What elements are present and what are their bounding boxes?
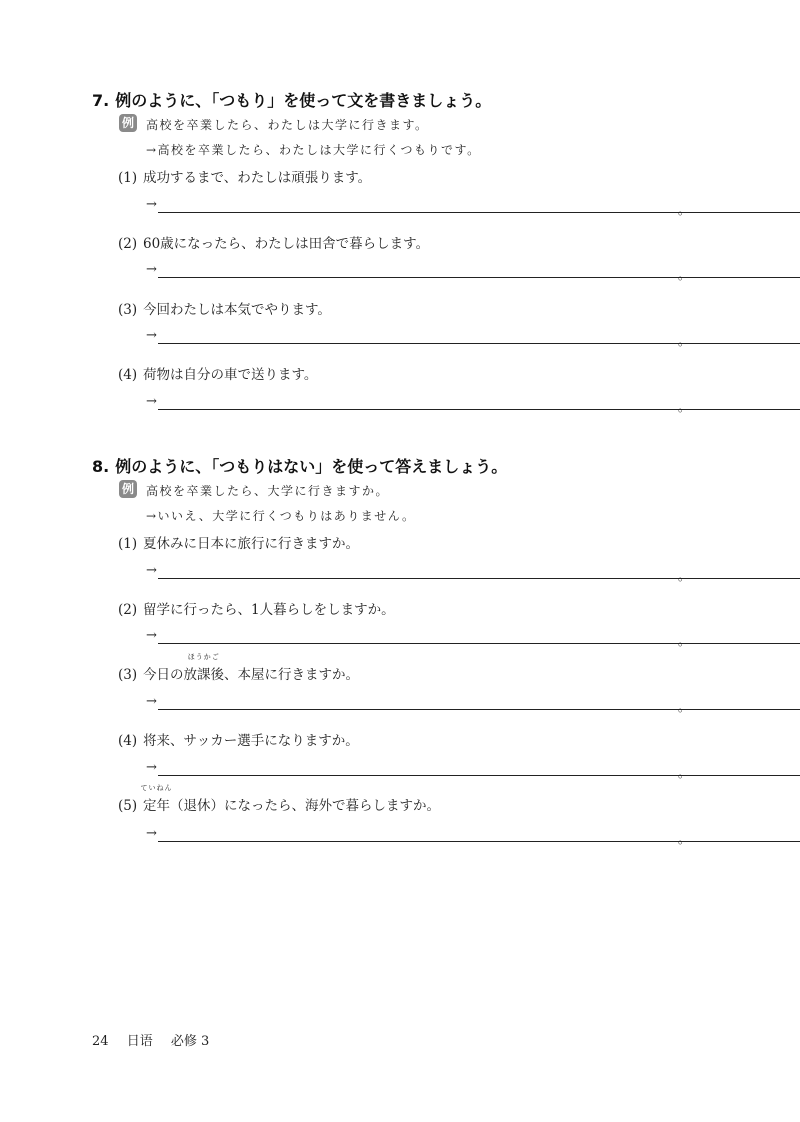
arrow-icon: → <box>146 694 157 709</box>
answer-line-input[interactable] <box>158 841 800 842</box>
answer-line-input[interactable] <box>158 643 800 644</box>
example-question: 高校を卒業したら、わたしは大学に行きます。 <box>146 118 429 132</box>
furigana-word: ていねん 定年 <box>140 784 173 814</box>
answer-8-2: → 。 <box>146 630 686 644</box>
answer-7-1: → 。 <box>146 199 686 213</box>
arrow-icon: → <box>146 394 157 409</box>
book-subject: 日语 <box>126 1034 153 1049</box>
example-question: 高校を卒業したら、大学に行きますか。 <box>146 484 390 498</box>
answer-8-5: → 。 <box>146 828 686 842</box>
question-8-2: (2) 留学に行ったら、1人暮らしをしますか。 <box>118 602 395 618</box>
arrow-icon: → <box>146 563 157 578</box>
answer-line-input[interactable] <box>158 775 800 776</box>
exercise-8-title: 8. 例のように、「つもりはない」を使って答えましょう。 <box>92 457 508 476</box>
question-8-5: (5) ていねん 定年（退休）になったら、海外で暮らしますか。 <box>118 784 440 814</box>
book-volume: 必修 3 <box>170 1034 210 1049</box>
arrow-icon: → <box>146 197 157 212</box>
arrow-icon: → <box>146 760 157 775</box>
answer-7-4: → 。 <box>146 396 686 410</box>
question-7-3: (3) 今回わたしは本気でやります。 <box>118 302 331 318</box>
question-8-4: (4) 将来、サッカー選手になりますか。 <box>118 733 359 749</box>
furigana-word: ほうかご 放課後 <box>183 653 224 683</box>
answer-8-4: → 。 <box>146 762 686 776</box>
answer-line-input[interactable] <box>158 343 800 344</box>
exercise-7-title: 7. 例のように、「つもり」を使って文を書きましょう。 <box>92 91 492 110</box>
question-8-3: (3) 今日の ほうかご 放課後、本屋に行きますか。 <box>118 653 359 683</box>
answer-line-input[interactable] <box>158 277 800 278</box>
answer-line-input[interactable] <box>158 212 800 213</box>
furigana: ほうかご <box>187 653 220 661</box>
answer-7-3: → 。 <box>146 330 686 344</box>
arrow-icon: → <box>146 328 157 343</box>
example-answer: →高校を卒業したら、わたしは大学に行くつもりです。 <box>146 143 481 157</box>
answer-line-input[interactable] <box>158 578 800 579</box>
arrow-icon: → <box>146 628 157 643</box>
page-footer <box>92 1030 223 1049</box>
question-8-1: (1) 夏休みに日本に旅行に行きますか。 <box>118 536 359 552</box>
question-7-2: (2) 60歳になったら、わたしは田舎で暮らします。 <box>118 236 430 252</box>
answer-8-3: → 。 <box>146 696 686 710</box>
question-7-1: (1) 成功するまで、わたしは頑張ります。 <box>118 170 372 186</box>
answer-8-1: → 。 <box>146 565 686 579</box>
example-answer: →いいえ、大学に行くつもりはありません。 <box>146 509 416 523</box>
example-badge: 例 <box>119 114 137 132</box>
page-number: 24 <box>92 1034 109 1049</box>
arrow-icon: → <box>146 262 157 277</box>
answer-line-input[interactable] <box>158 409 800 410</box>
question-7-4: (4) 荷物は自分の車で送ります。 <box>118 367 318 383</box>
example-badge: 例 <box>119 480 137 498</box>
arrow-icon: → <box>146 826 157 841</box>
furigana: ていねん <box>140 784 173 792</box>
answer-7-2: → 。 <box>146 264 686 278</box>
answer-line-input[interactable] <box>158 709 800 710</box>
